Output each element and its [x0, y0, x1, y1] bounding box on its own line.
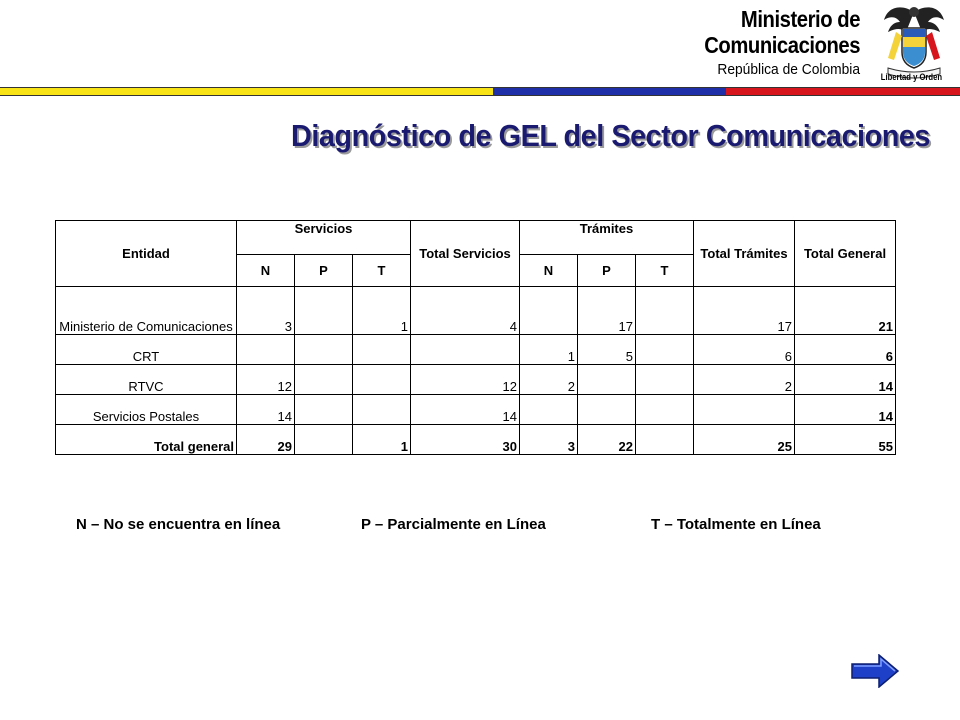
cell-tramites-p [578, 365, 636, 395]
cell-servicios-n: 3 [237, 287, 295, 335]
table-total-row [56, 425, 896, 455]
cell-total-general: 14 [795, 395, 896, 425]
cell-servicios-n [237, 335, 295, 365]
header-tramites: Trámites [520, 221, 694, 255]
cell-tramites-t [636, 335, 694, 365]
header-tramites-t: T [636, 255, 694, 287]
cell-total-tramites: 25 [694, 425, 795, 455]
cell-servicios-t [353, 365, 411, 395]
header-total-servicios: Total Servicios [411, 221, 520, 287]
cell-total-general: 6 [795, 335, 896, 365]
cell-tramites-t [636, 395, 694, 425]
brand-name-line1: Ministerio de [740, 6, 860, 32]
cell-servicios-n: 14 [237, 395, 295, 425]
header-total-general: Total General [795, 221, 896, 287]
header-servicios-n: N [237, 255, 295, 287]
cell-entidad: RTVC [56, 365, 237, 395]
cell-servicios-n: 29 [237, 425, 295, 455]
cell-entidad: Ministerio de Comunicaciones [56, 287, 237, 335]
table-row [56, 395, 896, 425]
cell-entidad: CRT [56, 335, 237, 365]
cell-servicios-p [295, 335, 353, 365]
header-tramites-n: N [520, 255, 578, 287]
ministry-brand [683, 6, 860, 80]
cell-tramites-n: 3 [520, 425, 578, 455]
cell-tramites-t [636, 287, 694, 335]
header-total-tramites: Total Trámites [694, 221, 795, 287]
stripe-yellow [0, 88, 493, 95]
header-servicios: Servicios [237, 221, 411, 255]
table-row [56, 365, 896, 395]
crest-motto: Libertad y Orden [880, 72, 942, 82]
cell-tramites-p: 22 [578, 425, 636, 455]
cell-servicios-t [353, 395, 411, 425]
table-row [56, 335, 896, 365]
cell-total-general: 55 [795, 425, 896, 455]
cell-tramites-p: 5 [578, 335, 636, 365]
stripe-bottom-line [0, 95, 960, 96]
cell-total-tramites: 17 [694, 287, 795, 335]
cell-total-servicios: 12 [411, 365, 520, 395]
cell-entidad: Total general [56, 425, 237, 455]
cell-tramites-n: 1 [520, 335, 578, 365]
legend-t: T – Totalmente en Línea [651, 516, 821, 533]
page-title: Diagnóstico de GEL del Sector Comunicaciones [290, 118, 930, 153]
stripe-red [726, 88, 960, 95]
cell-total-servicios [411, 335, 520, 365]
cell-servicios-p [295, 287, 353, 335]
cell-tramites-p: 17 [578, 287, 636, 335]
cell-servicios-n: 12 [237, 365, 295, 395]
legend-n: N – No se encuentra en línea [76, 516, 281, 533]
brand-name-line2: Comunicaciones [704, 32, 860, 58]
cell-total-tramites: 6 [694, 335, 795, 365]
cell-servicios-p [295, 425, 353, 455]
gel-diagnostic-table [55, 220, 896, 455]
cell-total-general: 21 [795, 287, 896, 335]
header-entidad: Entidad [56, 221, 237, 287]
cell-servicios-t [353, 335, 411, 365]
cell-servicios-t: 1 [353, 425, 411, 455]
cell-total-tramites [694, 395, 795, 425]
cell-servicios-p [295, 395, 353, 425]
cell-tramites-n: 2 [520, 365, 578, 395]
cell-entidad: Servicios Postales [56, 395, 237, 425]
stripe-blue [493, 88, 726, 95]
table-row [56, 287, 896, 335]
cell-tramites-n [520, 287, 578, 335]
header-servicios-p: P [295, 255, 353, 287]
legend-p: P – Parcialmente en Línea [361, 516, 546, 533]
cell-tramites-p [578, 395, 636, 425]
cell-tramites-t [636, 365, 694, 395]
cell-total-servicios: 14 [411, 395, 520, 425]
right-arrow-icon[interactable] [851, 654, 899, 688]
header-servicios-t: T [353, 255, 411, 287]
cell-tramites-n [520, 395, 578, 425]
cell-total-servicios: 4 [411, 287, 520, 335]
cell-servicios-p [295, 365, 353, 395]
cell-total-tramites: 2 [694, 365, 795, 395]
cell-total-general: 14 [795, 365, 896, 395]
cell-total-servicios: 30 [411, 425, 520, 455]
brand-country: República de Colombia [717, 61, 860, 78]
cell-servicios-t: 1 [353, 287, 411, 335]
cell-tramites-t [636, 425, 694, 455]
header-tramites-p: P [578, 255, 636, 287]
